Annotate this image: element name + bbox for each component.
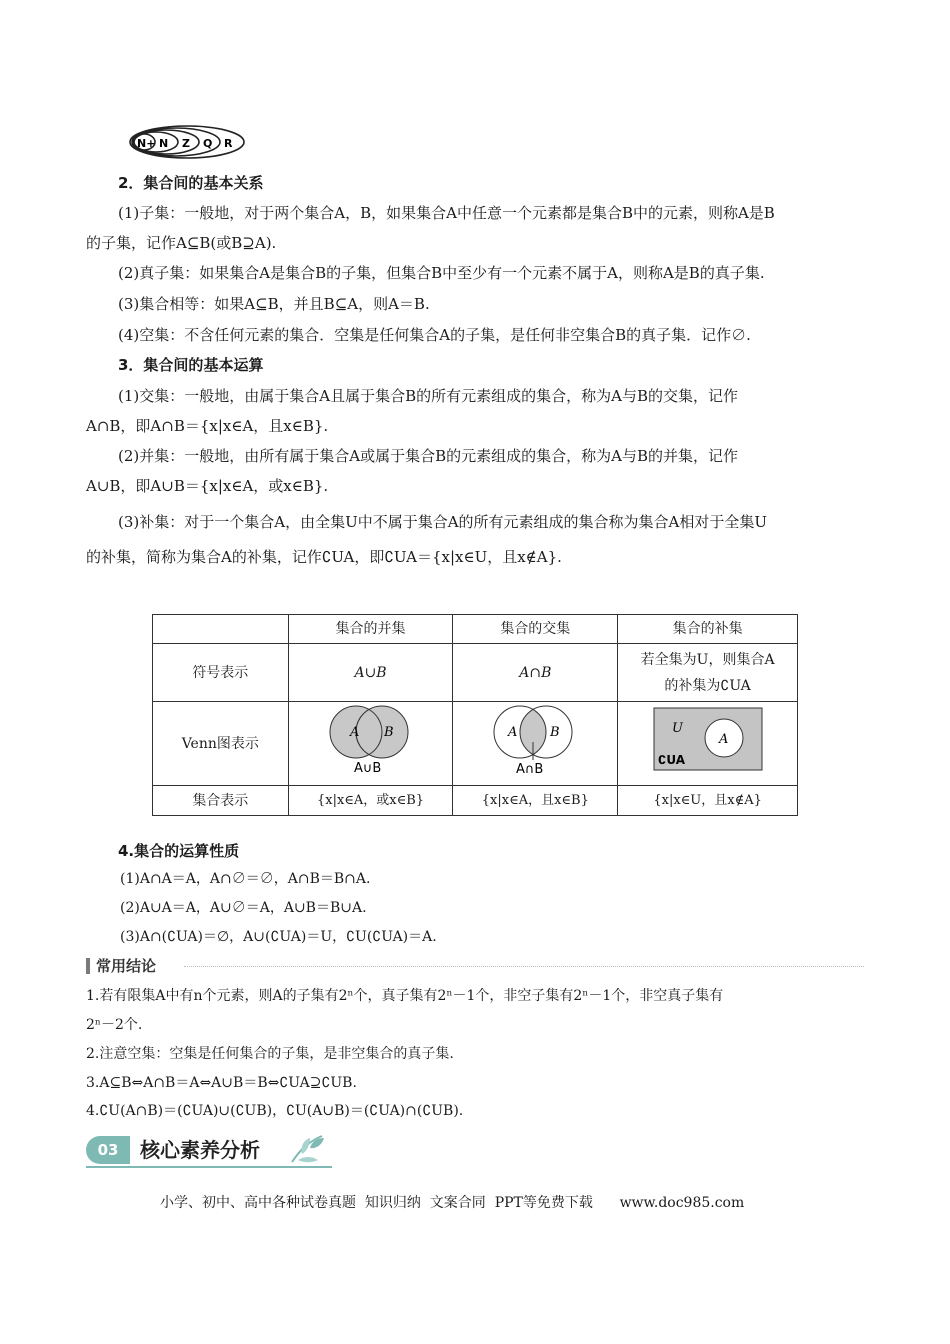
table-header-union: 集合的并集 bbox=[288, 615, 453, 644]
venn-intersection-label-a: A bbox=[508, 725, 518, 740]
set-label-n-plus: N+ bbox=[137, 137, 156, 150]
intersection-definition-line2: A∩B，即A∩B＝{x|x∈A，且x∈B}. bbox=[86, 417, 329, 435]
section-4-heading: 4.集合的运算性质 bbox=[118, 842, 240, 860]
symbol-complement-line2: 的补集为∁UA bbox=[664, 677, 751, 694]
conclusions-divider bbox=[184, 966, 864, 967]
property-line2: (2)A∪A＝A，A∪∅＝A，A∪B＝B∪A. bbox=[120, 900, 367, 916]
section-3-heading: 3．集合间的基本运算 bbox=[118, 356, 264, 374]
venn-complement-caption: ∁UA bbox=[657, 753, 685, 767]
page-footer: 小学、初中、高中各种试卷真题 知识归纳 文案合同 PPT等免费下载 www.doc985.com bbox=[160, 1195, 745, 1211]
venn-intersection-caption: A∩B bbox=[516, 762, 544, 776]
venn-intersection-label-b: B bbox=[550, 725, 560, 740]
venn-intersection-cell bbox=[453, 702, 618, 786]
symbol-intersection: A∩B bbox=[453, 644, 618, 702]
symbol-complement-line1: 若全集为U，则集合A bbox=[640, 651, 775, 668]
venn-complement-cell bbox=[618, 702, 798, 786]
union-definition-line1: (2)并集：一般地，由所有属于集合A或属于集合B的元素组成的集合，称为A与B的并集，记作 bbox=[118, 447, 738, 465]
section-2-heading: 2．集合间的基本关系 bbox=[118, 174, 264, 192]
venn-intersection-diagram bbox=[480, 702, 590, 776]
set-label-q: Q bbox=[203, 137, 213, 150]
table-header-intersection: 集合的交集 bbox=[453, 615, 618, 644]
venn-complement-label-u: U bbox=[671, 721, 683, 736]
venn-union-label-a: A bbox=[349, 725, 359, 740]
row-label-set: 集合表示 bbox=[153, 786, 289, 816]
conclusion-line4: 3.A⊆B⇔A∩B＝A⇔A∪B＝B⇔∁UA⊇∁UB. bbox=[86, 1075, 357, 1091]
conclusions-tag-bar bbox=[86, 958, 90, 974]
set-complement: {x|x∈U，且x∉A} bbox=[618, 786, 798, 816]
subset-definition-line2: 的子集，记作A⊆B(或B⊇A). bbox=[86, 234, 277, 252]
set-equality-definition: (3)集合相等：如果A⊆B，并且B⊆A，则A＝B. bbox=[118, 295, 430, 313]
venn-union-caption: A∪B bbox=[353, 761, 381, 776]
property-line1: (1)A∩A＝A，A∩∅＝∅，A∩B＝B∩A. bbox=[120, 871, 371, 887]
section-banner-underline bbox=[86, 1166, 332, 1168]
subset-definition-line1: (1)子集：一般地，对于两个集合A，B，如果集合A中任意一个元素都是集合B中的元素，则称A是B bbox=[118, 204, 775, 222]
set-label-z: Z bbox=[182, 137, 190, 150]
venn-complement-label-a: A bbox=[718, 732, 728, 747]
set-operations-table bbox=[152, 614, 798, 816]
conclusion-line2: 2ⁿ－2个. bbox=[86, 1017, 143, 1033]
proper-subset-definition: (2)真子集：如果集合A是集合B的子集，但集合B中至少有一个元素不属于A，则称A是B的真子集. bbox=[118, 264, 765, 282]
table-header-empty bbox=[153, 615, 289, 644]
set-label-n: N bbox=[159, 137, 169, 150]
union-definition-line2: A∪B，即A∪B＝{x|x∈A，或x∈B}. bbox=[86, 477, 329, 495]
conclusion-line3: 2.注意空集：空集是任何集合的子集，是非空集合的真子集. bbox=[86, 1046, 454, 1062]
symbol-complement bbox=[618, 644, 798, 702]
complement-definition-line1: (3)补集：对于一个集合A，由全集U中不属于集合A的所有元素组成的集合称为集合A相对于全集U bbox=[118, 513, 768, 531]
table-header-complement: 集合的补集 bbox=[618, 615, 798, 644]
set-label-r: R bbox=[224, 137, 233, 150]
section-banner-title: 核心素养分析 bbox=[140, 1138, 260, 1162]
conclusions-tag: 常用结论 bbox=[96, 957, 157, 975]
row-label-venn: Venn图表示 bbox=[153, 702, 289, 786]
property-line3: (3)A∩(∁UA)＝∅，A∪(∁UA)＝U，∁U(∁UA)＝A. bbox=[120, 929, 437, 945]
empty-set-definition: (4)空集：不含任何元素的集合．空集是任何集合A的子集，是任何非空集合B的真子集．记作∅. bbox=[118, 326, 751, 344]
complement-definition-line2: 的补集，简称为集合A的补集，记作∁UA，即∁UA＝{x|x∈U，且x∉A}. bbox=[86, 548, 562, 566]
venn-complement-diagram bbox=[648, 704, 768, 774]
set-union: {x|x∈A，或x∈B} bbox=[288, 786, 453, 816]
conclusion-line5: 4.∁U(A∩B)＝(∁UA)∪(∁UB)，∁U(A∪B)＝(∁UA)∩(∁UB). bbox=[86, 1103, 464, 1119]
venn-union-diagram bbox=[316, 702, 426, 776]
intersection-definition-line1: (1)交集：一般地，由属于集合A且属于集合B的所有元素组成的集合，称为A与B的交集，记作 bbox=[118, 387, 738, 405]
leaf-icon bbox=[288, 1132, 332, 1166]
venn-union-label-b: B bbox=[383, 725, 394, 740]
row-label-symbol: 符号表示 bbox=[153, 644, 289, 702]
nested-sets-diagram bbox=[128, 124, 246, 160]
section-banner-number: 03 bbox=[86, 1136, 130, 1164]
conclusion-line1: 1.若有限集A中有n个元素，则A的子集有2ⁿ个，真子集有2ⁿ－1个，非空子集有2ⁿ－1个，非空真子集有 bbox=[86, 988, 724, 1004]
set-intersection: {x|x∈A，且x∈B} bbox=[453, 786, 618, 816]
venn-union-cell bbox=[288, 702, 453, 786]
symbol-union: A∪B bbox=[288, 644, 453, 702]
